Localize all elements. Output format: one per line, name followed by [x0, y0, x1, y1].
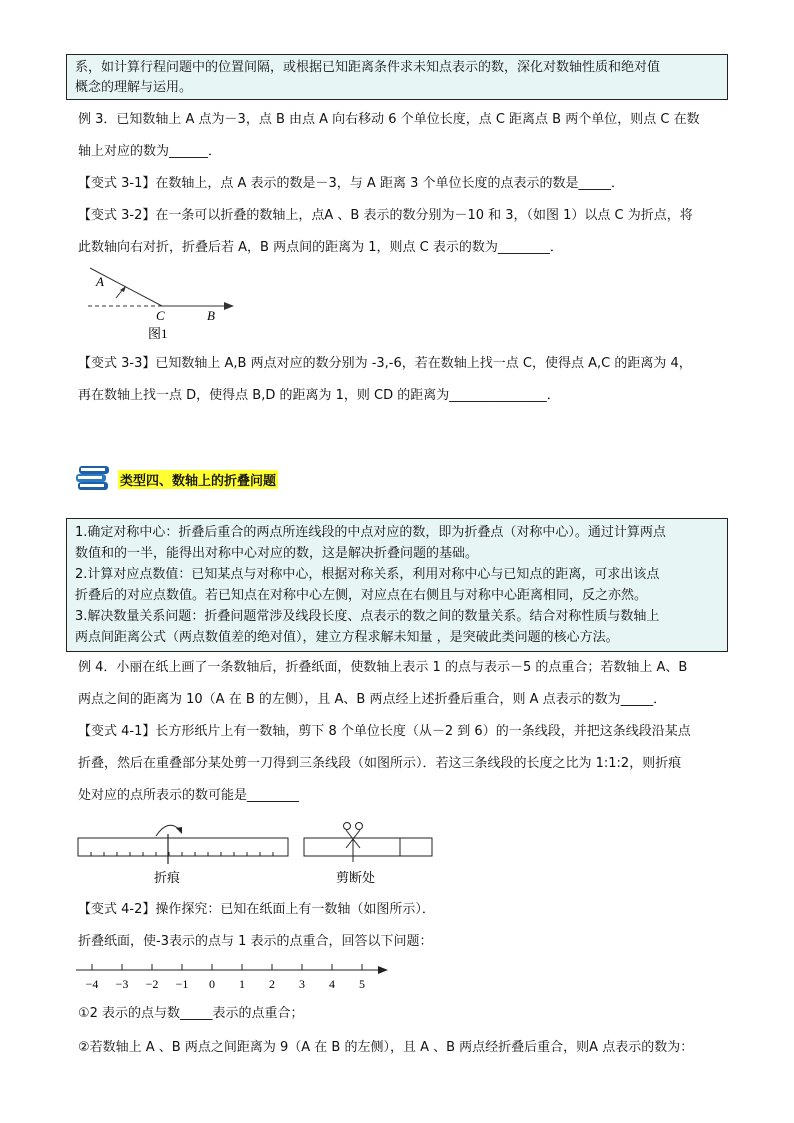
axis-tick-label: 1 [239, 977, 245, 991]
figure-1 [70, 262, 250, 346]
variant-3-3-line: 再在数轴上找一点 D，使得点 B,D 的距离为 1，则 CD 的距离为_______________． [78, 388, 560, 403]
method-line: 3.解决数量关系问题：折叠问题常涉及线段长度、点表示的数之间的数量关系。结合对称性质与数轴上 [75, 609, 660, 624]
summary-line: 概念的理解与运用。 [75, 80, 193, 95]
summary-box [66, 54, 728, 100]
fold-label: 折痕 [154, 871, 181, 886]
method-line: 1.确定对称中心：折叠后重合的两点所连线段的中点对应的数，即为折叠点（对称中心）。通过计算两点 [75, 525, 666, 540]
folded-strip [304, 838, 432, 856]
paper-strip [78, 838, 288, 856]
method-line: 2.计算对应点数值：已知某点与对称中心，根据对称关系，利用对称中心与已知点的距离，可求出该点 [75, 567, 660, 582]
axis-tick-label: −3 [115, 977, 129, 991]
label-c: C [156, 308, 165, 323]
variant-4-1-line: 折叠，然后在重叠部分某处剪一刀得到三条线段（如图所示）．若这三条线段的长度之比为 1:1:2，则折痕 [78, 756, 682, 771]
variant-3-1: 【变式 3-1】在数轴上，点 A 表示的数是－3，与 A 距离 3 个单位长度的点表示的数是_____． [78, 176, 624, 191]
method-line: 折叠后的对应点数值。若已知点在对称中心左侧，对应点在右侧且与对称中心距离相同，反之亦然。 [75, 588, 648, 603]
variant-3-2-line: 【变式 3-2】在一条可以折叠的数轴上，点A 、B 表示的数分别为－10 和 3，（如图 1）以点 C 为折点，将 [78, 208, 693, 223]
strip-ticks [91, 852, 273, 856]
variant-4-2-line: 折叠纸面，使-3表示的点与 1 表示的点重合，回答以下问题： [78, 934, 433, 949]
axis-tick-label: −1 [175, 977, 189, 991]
axis-tick-label: 4 [329, 977, 335, 991]
method-line: 数值和的一半，能得出对称中心对应的数，这是解决折叠问题的基础。 [75, 546, 479, 561]
axis-tick-label: −4 [85, 977, 99, 991]
axis-arrow [378, 966, 388, 974]
axis-arrow [224, 302, 234, 310]
books-icon [74, 462, 114, 496]
method-box [66, 518, 728, 652]
summary-line: 系，如计算行程问题中的位置间隔，或根据已知距离条件求未知点表示的数，深化对数轴性质和绝对值 [75, 60, 661, 75]
axis-tick-label: 5 [359, 977, 365, 991]
variant-4-1-line: 处对应的点所表示的数可能是________ [78, 788, 300, 803]
number-line [70, 960, 400, 994]
example-4-line: 例 4．小丽在纸上画了一条数轴后，折叠纸面，使数轴上表示 1 的点与表示－5 的点重合；若数轴上 A、B [78, 660, 688, 675]
axis-tick-label: 2 [269, 977, 275, 991]
axis-tick-label: 0 [209, 977, 215, 991]
axis-tick-label: −2 [145, 977, 159, 991]
cut-label: 剪断处 [336, 871, 376, 886]
figure-caption: 图1 [148, 326, 168, 341]
method-line: 两点间距离公式（两点数值差的绝对值），建立方程求解未知量 ，是突破此类问题的核心方法。 [75, 630, 619, 645]
question-1: ①2 表示的点与数_____表示的点重合； [78, 1006, 304, 1021]
figure-2 [70, 812, 450, 888]
example-3-line: 轴上对应的数为______． [78, 144, 222, 159]
section-title: 类型四、数轴上的折叠问题 [118, 470, 278, 489]
example-3-line: 例 3．已知数轴上 A 点为－3，点 B 由点 A 向右移动 6 个单位长度，点 C 距离点 B 两个单位，则点 C 在数 [78, 112, 700, 127]
axis-tick-label: 3 [299, 977, 305, 991]
label-a: A [96, 274, 104, 289]
variant-3-3-line: 【变式 3-3】已知数轴上 A,B 两点对应的数分别为 -3,-6，若在数轴上找一点 C，使得点 A,C 的距离为 4， [78, 356, 692, 371]
variant-3-2-line: 此数轴向右对折，折叠后若 A，B 两点间的距离为 1，则点 C 表示的数为________． [78, 240, 563, 255]
section-heading [74, 462, 374, 498]
variant-4-2-line: 【变式 4-2】操作探究：已知在纸面上有一数轴（如图所示）． [78, 902, 435, 917]
variant-4-1-line: 【变式 4-1】长方形纸片上有一数轴，剪下 8 个单位长度（从－2 到 6）的一条线段，并把这条线段沿某点 [78, 724, 691, 739]
label-b: B [207, 308, 215, 323]
question-2: ②若数轴上 A 、B 两点之间距离为 9（A 在 B 的左侧），且 A 、B 两点经折叠后重合，则A 点表示的数为： [78, 1040, 694, 1055]
fold-arrowhead [176, 827, 182, 834]
example-4-line: 两点之间的距离为 10（A 在 B 的左侧），且 A、B 两点经上述折叠后重合，则 A 点表示的数为_____． [78, 692, 667, 707]
